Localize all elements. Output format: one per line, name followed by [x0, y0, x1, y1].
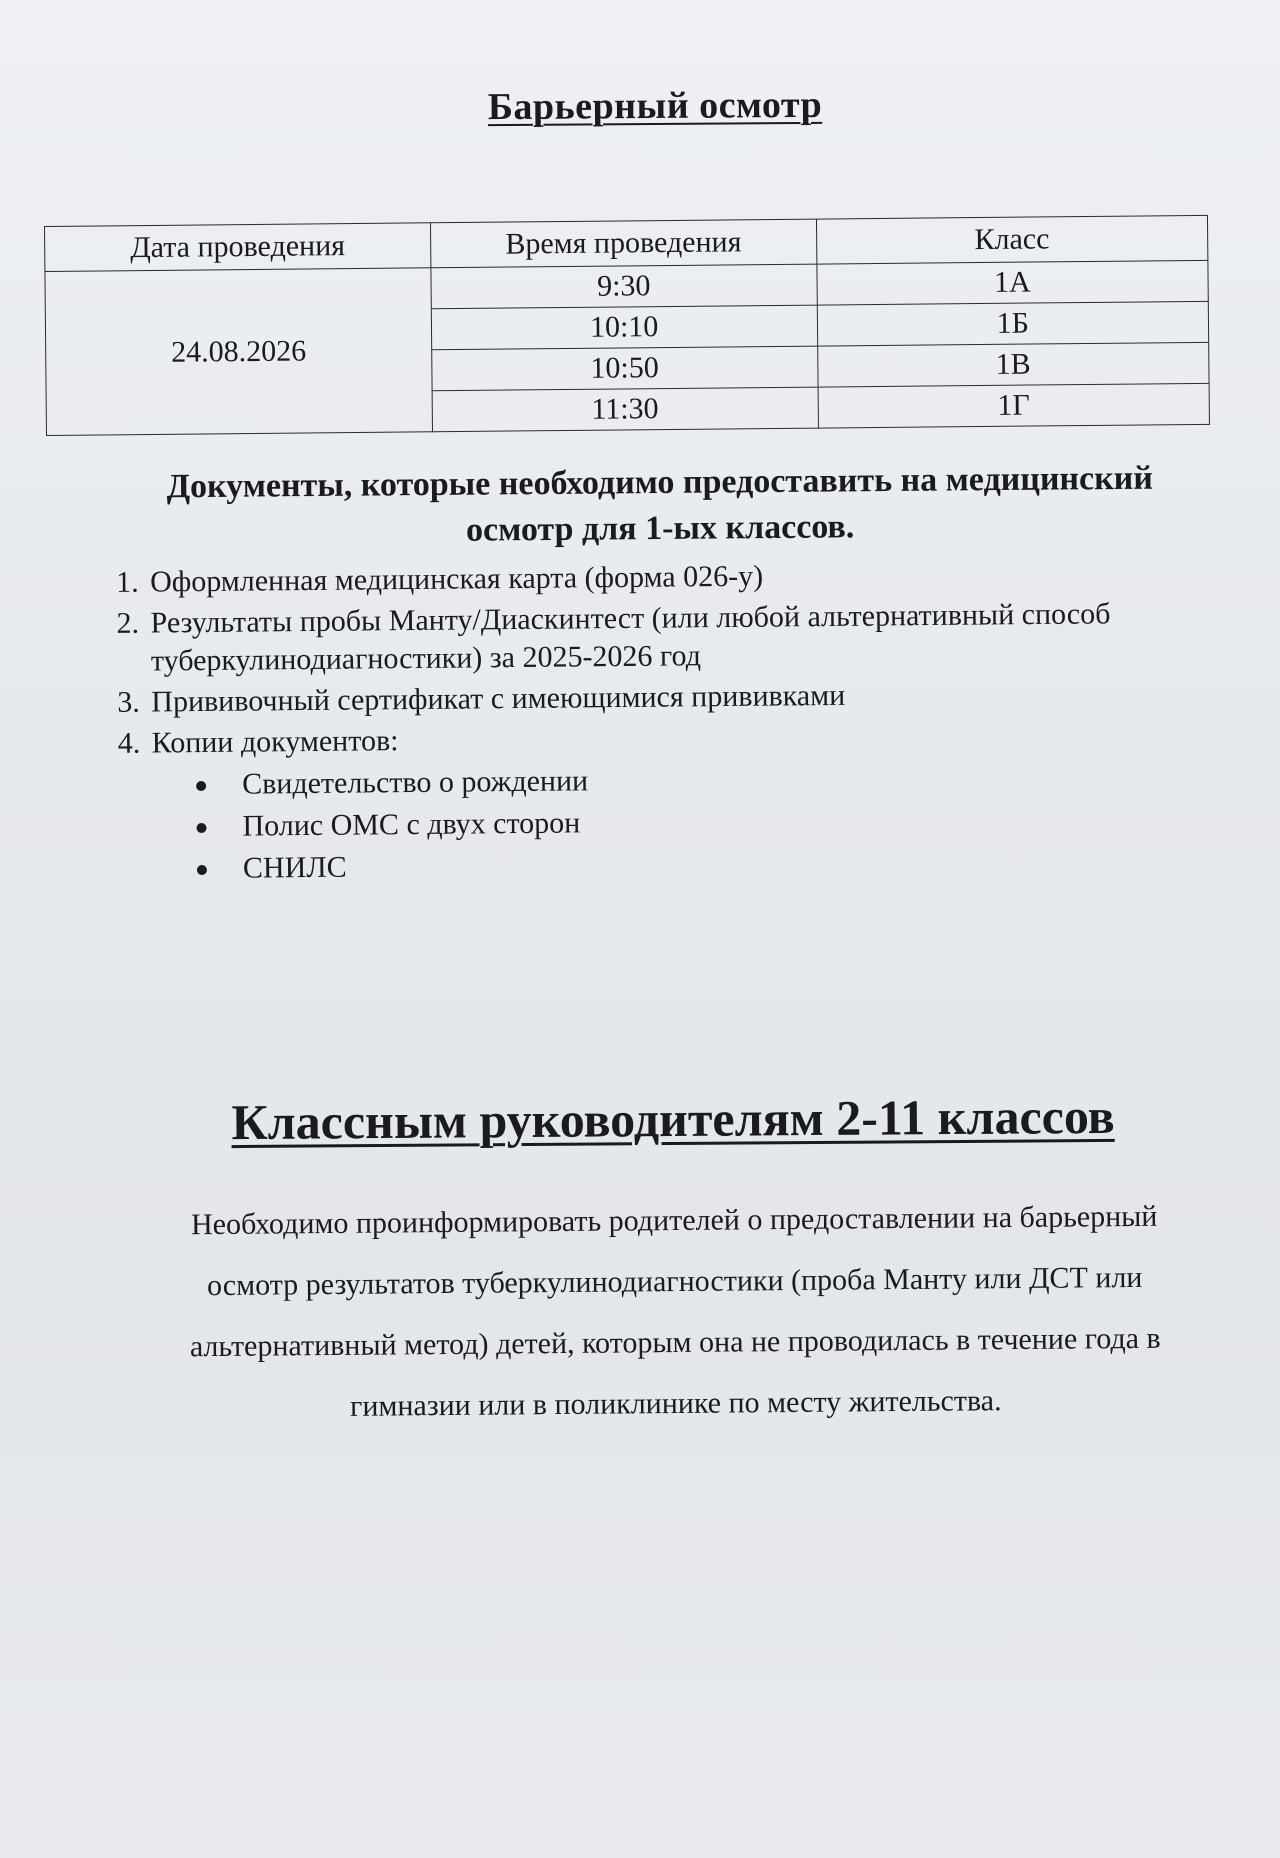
- bullet-item: СНИЛС: [193, 840, 1280, 889]
- notice-line: гимназии или в поликлинике по месту жительства.: [349, 1384, 1002, 1423]
- date-cell: 24.08.2026: [45, 268, 432, 436]
- bullet-item: Полис ОМС с двух сторон: [192, 798, 1280, 847]
- time-cell: 10:10: [431, 305, 817, 350]
- list-item: [148, 714, 1280, 889]
- schedule-table: [44, 215, 1210, 436]
- page-title: Барьерный осмотр: [487, 83, 823, 129]
- class-cell: 1В: [817, 342, 1209, 387]
- class-cell: 1Б: [817, 301, 1209, 346]
- teachers-heading: Классным руководителям 2-11 классов: [231, 1087, 1115, 1151]
- bullet-item: Свидетельство о рождении: [192, 756, 1280, 805]
- notice-line: осмотр результатов туберкулинодиагностики (проба Манту или ДСТ или: [206, 1260, 1143, 1303]
- list-item: 1. Оформленная медицинская карта (форма 026-у): [146, 553, 1280, 602]
- header-time: Время проведения: [430, 219, 816, 268]
- notice-line: альтернативный метод) детей, которым она не проводилась в течение года в: [189, 1321, 1161, 1364]
- documents-list: [100, 553, 1280, 893]
- teachers-notice: [99, 1185, 1251, 1439]
- time-cell: 10:50: [432, 346, 818, 391]
- time-cell: 9:30: [431, 264, 817, 309]
- list-item: 2. Результаты пробы Манту/Диаскинтест (или любой альтернативный способ туберкулинодиагностики) за 2025-2026 год: [146, 594, 1280, 681]
- copies-list: [152, 756, 1280, 889]
- list-item: 3. Прививочный сертификат с имеющимися прививками: [147, 673, 1280, 722]
- copies-label: Копии документов:: [151, 724, 399, 760]
- class-cell: 1Г: [818, 383, 1210, 428]
- header-date: Дата проведения: [45, 223, 431, 272]
- class-cell: 1А: [816, 260, 1208, 305]
- header-class: Класс: [816, 215, 1208, 264]
- documents-heading-line: осмотр для 1-ых классов.: [465, 508, 855, 549]
- documents-heading-line: Документы, которые необходимо предоставить на медицинский: [166, 459, 1154, 506]
- time-cell: 11:30: [432, 387, 818, 432]
- notice-line: Необходимо проинформировать родителей о предоставлении на барьерный: [190, 1199, 1158, 1242]
- documents-heading: [80, 455, 1241, 557]
